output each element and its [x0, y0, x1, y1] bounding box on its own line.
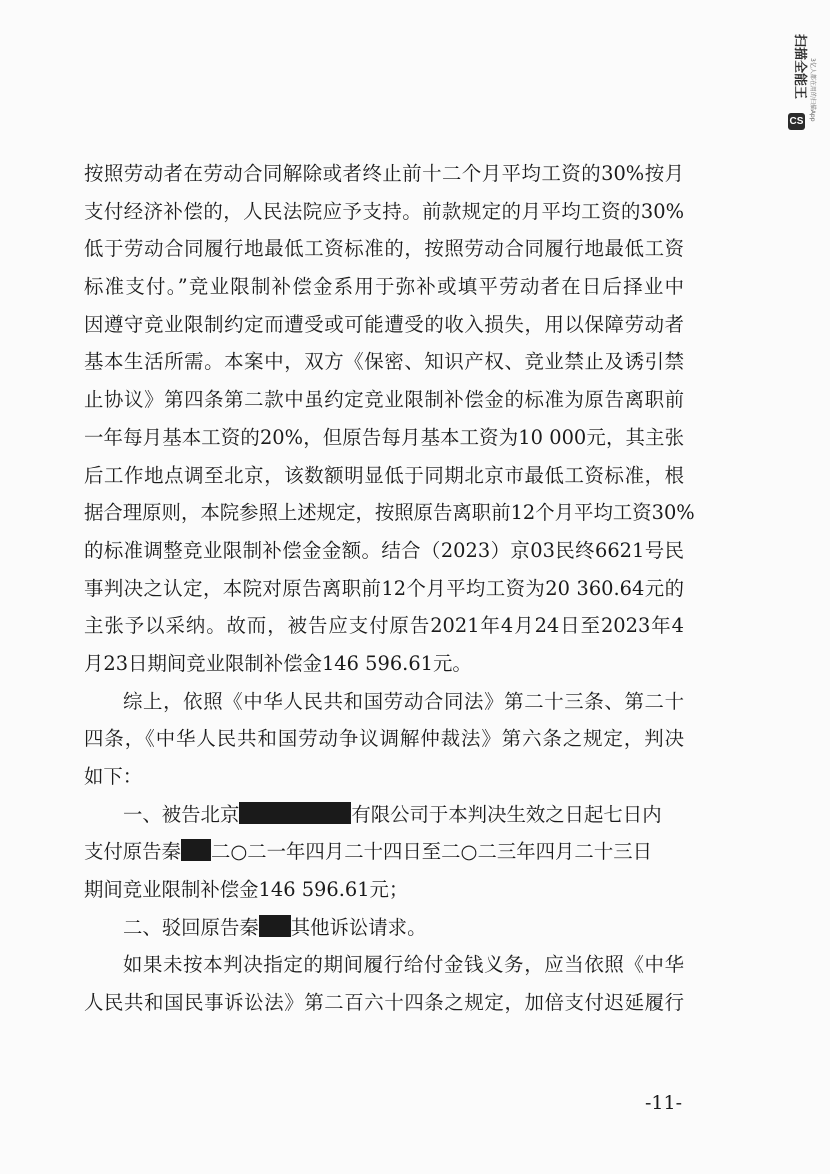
body-line: 支付经济补偿的，人民法院应予支持。前款规定的月平均工资的30%	[84, 199, 684, 223]
body-line: 因遵守竞业限制约定而遭受或可能遭受的收入损失，用以保障劳动者	[84, 312, 684, 336]
body-line: 后工作地点调至北京，该数额明显低于同期北京市最低工资标准，根	[84, 463, 684, 487]
body-line: 按照劳动者在劳动合同解除或者终止前十二个月平均工资的30%按月	[84, 162, 684, 185]
judgment-item-2	[84, 909, 684, 947]
judgment-item-1	[84, 796, 684, 834]
judgment-item-1-line2	[84, 833, 684, 871]
body-line: 主张予以采纳。故而，被告应支付原告2021年4月24日至2023年4	[84, 614, 684, 638]
body-line: 事判决之认定，本院对原告离职前12个月平均工资为20 360.64元的	[84, 576, 684, 600]
conclusion-line: 综上，依照《中华人民共和国劳动合同法》第二十三条、第二十	[123, 689, 684, 713]
item1-suffix: 有限公司于本判决生效之日起七日内	[351, 802, 662, 826]
redaction-block	[181, 839, 211, 861]
body-line: 止协议》第四条第二款中虽约定竞业限制补偿金的标准为原告离职前	[84, 388, 684, 412]
conclusion-line: 如下：	[84, 765, 143, 788]
redaction-block	[259, 915, 291, 937]
body-line: 一年每月基本工资的20%，但原告每月基本工资为10 000元，其主张	[84, 425, 684, 449]
body-line: 的标准调整竞业限制补偿金金额。结合（2023）京03民终6621号民	[84, 538, 684, 562]
body-line: 基本生活所需。本案中，双方《保密、知识产权、竞业禁止及诱引禁	[84, 350, 684, 374]
document-body	[84, 155, 695, 1022]
scanner-watermark	[772, 14, 816, 144]
item2-suffix: 其他诉讼请求。	[290, 915, 427, 939]
item1-line2-suffix: 二○二一年四月二十四日至二○二三年四月二十三日	[210, 840, 652, 864]
item1-prefix: 一、被告北京	[123, 802, 240, 826]
redaction-block	[239, 802, 351, 824]
watermark-logo-icon: CS	[788, 113, 805, 130]
watermark-title: 扫描全能王	[792, 34, 807, 100]
body-line: 标准支付。”竞业限制补偿金系用于弥补或填平劳动者在日后择业中	[84, 275, 684, 299]
page-number: -11-	[644, 1092, 682, 1114]
body-line: 月23日期间竞业限制补偿金146 596.61元。	[84, 651, 472, 675]
conclusion-line: 四条，《中华人民共和国劳动争议调解仲裁法》第六条之规定，判决	[84, 727, 684, 751]
judgment-item-1-line3: 期间竞业限制补偿金146 596.61元；	[84, 878, 409, 902]
closing-line: 如果未按本判决指定的期间履行给付金钱义务，应当依照《中华	[123, 953, 684, 977]
body-line: 据合理原则，本院参照上述规定，按照原告离职前12个月平均工资30%	[84, 501, 695, 525]
item2-prefix: 二、驳回原告秦	[123, 915, 259, 939]
body-line: 低于劳动合同履行地最低工资标准的，按照劳动合同履行地最低工资	[84, 237, 684, 261]
closing-line: 人民共和国民事诉讼法》第二百六十四条之规定，加倍支付迟延履行	[84, 991, 684, 1015]
watermark-subtitle: 3亿人都在用的扫描App	[809, 58, 816, 122]
item1-line2-prefix: 支付原告秦	[84, 840, 181, 864]
